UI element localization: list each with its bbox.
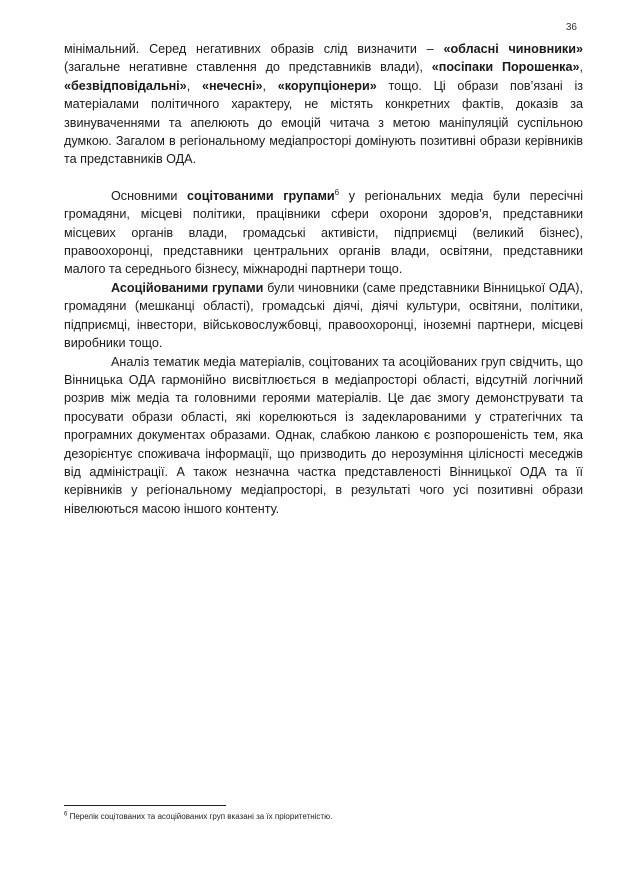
bold-term: «безвідповідальні» bbox=[64, 78, 187, 93]
text-run: тощо. Ці образи пов’язані із матеріалами політичного характеру, не містять конкретних фактів, доказів за звинуваченнями та апелюють до емоцій читача з метою маніпуляцій суспільною думкою. Загалом в регіональному медіапросторі домінують позитивні образи керівників та представників ОДА. bbox=[64, 78, 584, 167]
body-text bbox=[64, 40, 583, 518]
paragraph-cited-groups bbox=[64, 187, 583, 279]
footnote bbox=[64, 812, 332, 821]
text-run: були чиновники (саме представники Вінницької ОДА), громадяни (мешканці області), громадські діячі, діячі культури, освітяни, політики, підприємці, інвестори, військовослужбовці, правоохоронці, іноземні партнери, місцеві виробники тощо. bbox=[64, 280, 583, 351]
text-run: Аналіз тематик медіа матеріалів, соцітованих та асоційованих груп свідчить, що Вінницька ОДА гармонійно висвітлюється в медіапросторі області, відсутній логічний розрив між медіа та головними героями матеріалів. Це дає змогу демонструвати та просувати образи області, які корелюються із задекларованими у стратегічних та програмних документах образами. Однак, слабкою ланкою є розпорошеність тем, яка дезорієнтує споживача інформації, що призводить до нерозуміння цілісності меседжів від адміністрації. А також незначна частка представленості Вінницької ОДА та її керівників у регіональному медіапросторі, в результаті чого усі позитивні образи нівелюються масою іншого контенту. bbox=[64, 354, 583, 516]
footnote-reference[interactable]: 6 bbox=[334, 187, 340, 197]
text-run: Основними bbox=[111, 188, 188, 203]
footnote-separator bbox=[64, 805, 226, 806]
text-run: у регіональних медіа були пересічні громадяни, місцеві політики, працівники сфери охорони здоров’я, представники місцевих органів влади, громадські активісти, підприємці (великий бізнес), правоохоронці, представники центральних органів влади, освітяни, представники малого та середнього бізнесу, міжнародні партнери тощо. bbox=[64, 188, 583, 277]
bold-term: «нечесні» bbox=[201, 78, 263, 93]
text-run: , bbox=[262, 78, 278, 93]
bold-term: «посіпаки Порошенка» bbox=[431, 60, 580, 75]
text-run: , bbox=[186, 78, 202, 93]
footnote-text: Перелік соцітованих та асоційованих груп вказані за їх пріоритетністю. bbox=[67, 812, 333, 821]
bold-term: Асоційованими групами bbox=[111, 280, 264, 295]
bold-term: соцiтованими групами bbox=[187, 188, 335, 203]
paragraph-analysis bbox=[64, 353, 583, 519]
footnote-marker: 6 bbox=[64, 811, 68, 818]
page-number: 36 bbox=[565, 22, 577, 33]
text-run: мінімальний. Серед негативних образів слід визначити – bbox=[64, 42, 444, 56]
paragraph-associated-groups bbox=[64, 279, 583, 353]
text-run: , bbox=[579, 60, 583, 75]
bold-term: «обласні чиновники» bbox=[443, 42, 583, 56]
paragraph-negative-images bbox=[64, 40, 583, 169]
bold-term: «корупціонери» bbox=[277, 78, 377, 93]
text-run: (загальне негативне ставлення до представників влади), bbox=[64, 60, 432, 75]
